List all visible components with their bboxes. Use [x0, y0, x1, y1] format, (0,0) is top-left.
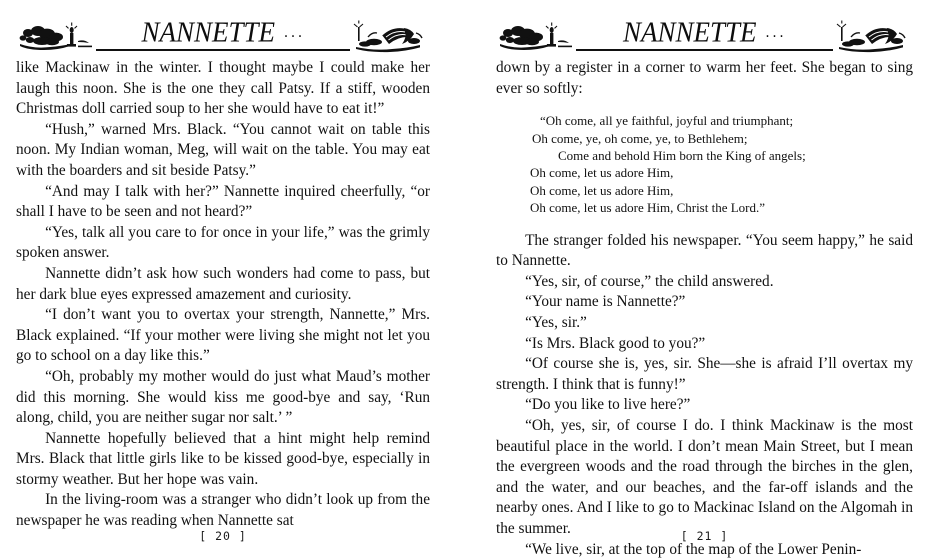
left-page-running-head [16, 14, 430, 58]
sleeping-cherub-with-candle-ornament [496, 17, 574, 53]
paragraph: “Do you like to live here?” [525, 396, 691, 414]
paragraph: like Mackinaw in the winter. I thought maybe I could make her laugh this noon. She is the one they call Patsy. If a stiff, wooden Christmas doll carried soup to her she would have to eat it!” [16, 59, 430, 118]
paragraph: “Yes, sir, of course,” the child answered. [525, 272, 774, 290]
paragraph: “Hush,” warned Mrs. Black. “You cannot wait on table this noon. My Indian woman, Meg, will wait on the table. You may eat with the boarders and sit beside Patsy.” [16, 120, 430, 179]
paragraph: “I don’t want you to overtax your strength, Nannette,” Mrs. Black explained. “If your mother were living she might not let you go to school on a day like this.” [16, 306, 430, 365]
head-title-text: NANNETTE [141, 16, 276, 48]
verse-line: Come and behold Him born the King of angels; [558, 148, 806, 163]
right-page-folio: [ 21 ] [680, 529, 729, 543]
hymn-verse-block [496, 112, 913, 216]
left-page [0, 0, 466, 553]
paragraph: Nannette didn’t ask how such wonders had come to pass, but her dark blue eyes expressed amazement and curiosity. [16, 264, 430, 303]
paragraph: The stranger folded his newspaper. “You seem happy,” he said to Nannette. [496, 231, 913, 270]
paragraph: “Yes, sir.” [525, 314, 587, 331]
open-book-with-foliage-ornament [352, 17, 430, 53]
head-rule [576, 49, 833, 51]
verse-line: Oh come, let us adore Him, [530, 165, 674, 181]
paragraph: “We live, sir, at the top of the map of the Lower Penin- [525, 540, 862, 558]
paragraph: “And may I talk with her?” Nannette inquired cheerfully, “or shall I have to be seen and not heard?” [16, 182, 430, 221]
right-page [466, 0, 933, 558]
paragraph: down by a register in a corner to warm her feet. She began to sing ever so softly: [496, 59, 913, 97]
open-book-with-foliage-ornament [835, 17, 913, 53]
left-page-head-title-wrap [94, 16, 352, 51]
paragraph: “Of course she is, yes, sir. She—she is afraid I’ll overtax my strength. I think that is funny!” [496, 355, 913, 393]
paragraph: “Oh, probably my mother would do just what Maud’s mother did this morning. She would kiss me good-bye and say, ‘Run along, child, you are neither sugar nor salt.’ ” [16, 367, 430, 427]
right-page-head-title-wrap [574, 16, 835, 51]
paragraph: “Oh, yes, sir, of course I do. I think Mackinaw is the most beautiful place in the world. I don’t mean Main Street, but I mean the evergreen woods and the road through the birches in the glen, and the water, and our beaches, and the far-off islands and the nearby ones. And I like to go to Mackinac Island on the Algomah in the summer. [496, 416, 913, 537]
head-title-dots: ··· [283, 28, 305, 46]
head-title-text: NANNETTE [622, 16, 757, 48]
left-page-text-column [16, 58, 430, 532]
left-page-head-title [141, 18, 304, 48]
head-rule [96, 49, 350, 51]
paragraph: “Is Mrs. Black good to you?” [525, 334, 706, 352]
paragraph: “Yes, talk all you care to for once in your life,” was the grimly spoken answer. [16, 223, 430, 262]
right-page-text-column [496, 58, 913, 560]
paragraph: Nannette hopefully believed that a hint might help remind Mrs. Black that little girls like to be kissed good-bye, especially in stormy weather. But her hope was vain. [16, 429, 430, 488]
paragraph: In the living-room was a stranger who didn’t look up from the newspaper he was reading when Nannette sat [16, 491, 430, 530]
paragraph: “Your name is Nannette?” [525, 293, 686, 311]
right-page-running-head [496, 14, 913, 58]
sleeping-cherub-with-candle-ornament [16, 17, 94, 53]
verse-line: Oh come, let us adore Him, [530, 182, 674, 198]
left-page-folio: [ 20 ] [199, 529, 247, 543]
verse-line: Oh come, ye, oh come, ye, to Bethlehem; [532, 130, 748, 146]
verse-line: Oh come, let us adore Him, Christ the Lord.” [530, 200, 766, 216]
head-title-dots: ··· [765, 28, 787, 46]
verse-line: “Oh come, all ye faithful, joyful and triumphant; [540, 113, 794, 129]
right-page-head-title [623, 18, 786, 48]
